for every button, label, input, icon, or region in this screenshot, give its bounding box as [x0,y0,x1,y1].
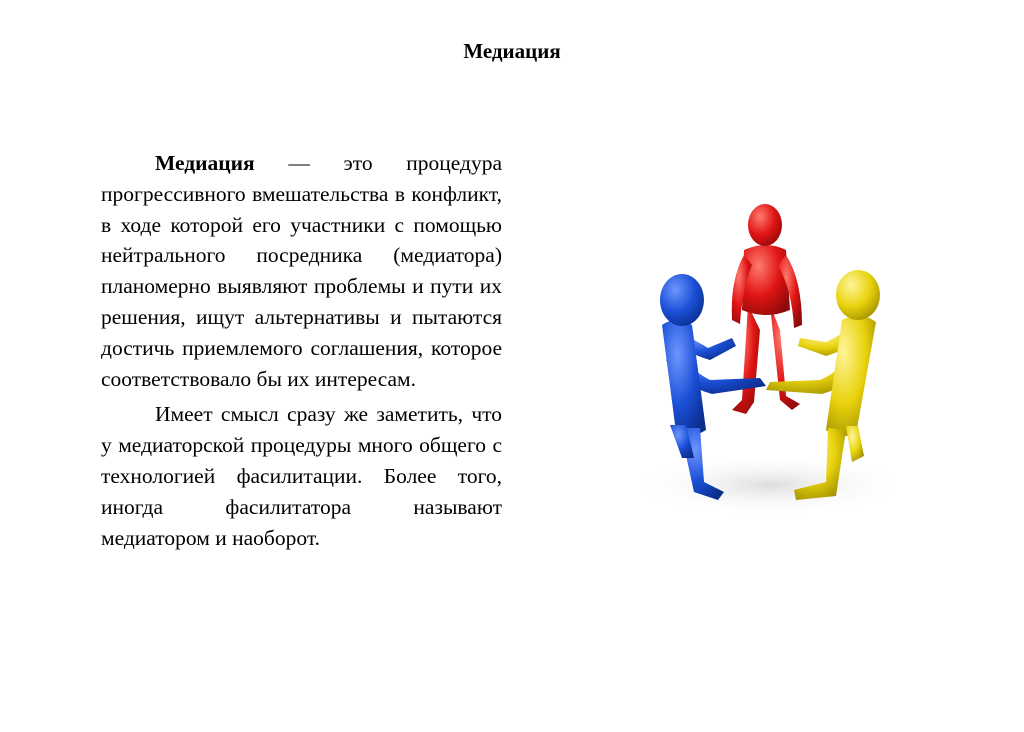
people-circle-illustration [620,200,920,520]
facilitation-text: Имеет смысл сразу же заметить, что у медиаторской процедуры много общего с технологией фасилитации. Более того, иногда фасилитатора называют медиатором и наоборот. [101,402,502,550]
paragraph-facilitation [101,399,502,553]
definition-text: — это процедура прогрессивного вмешательства в конфликт, в ходе которой его участники с помощью нейтрального посредника (медиатора) планомерно выявляют проблемы и пути их решения, ищут альтернативы и пытаются достичь приемлемого соглашения, которое соответствовало бы их интересам. [101,151,502,391]
document-title: Медиация [463,39,561,63]
paragraph-definition [101,148,502,394]
floor-shadow [630,453,910,517]
defined-term: Медиация [155,151,255,175]
text-column [101,148,502,553]
